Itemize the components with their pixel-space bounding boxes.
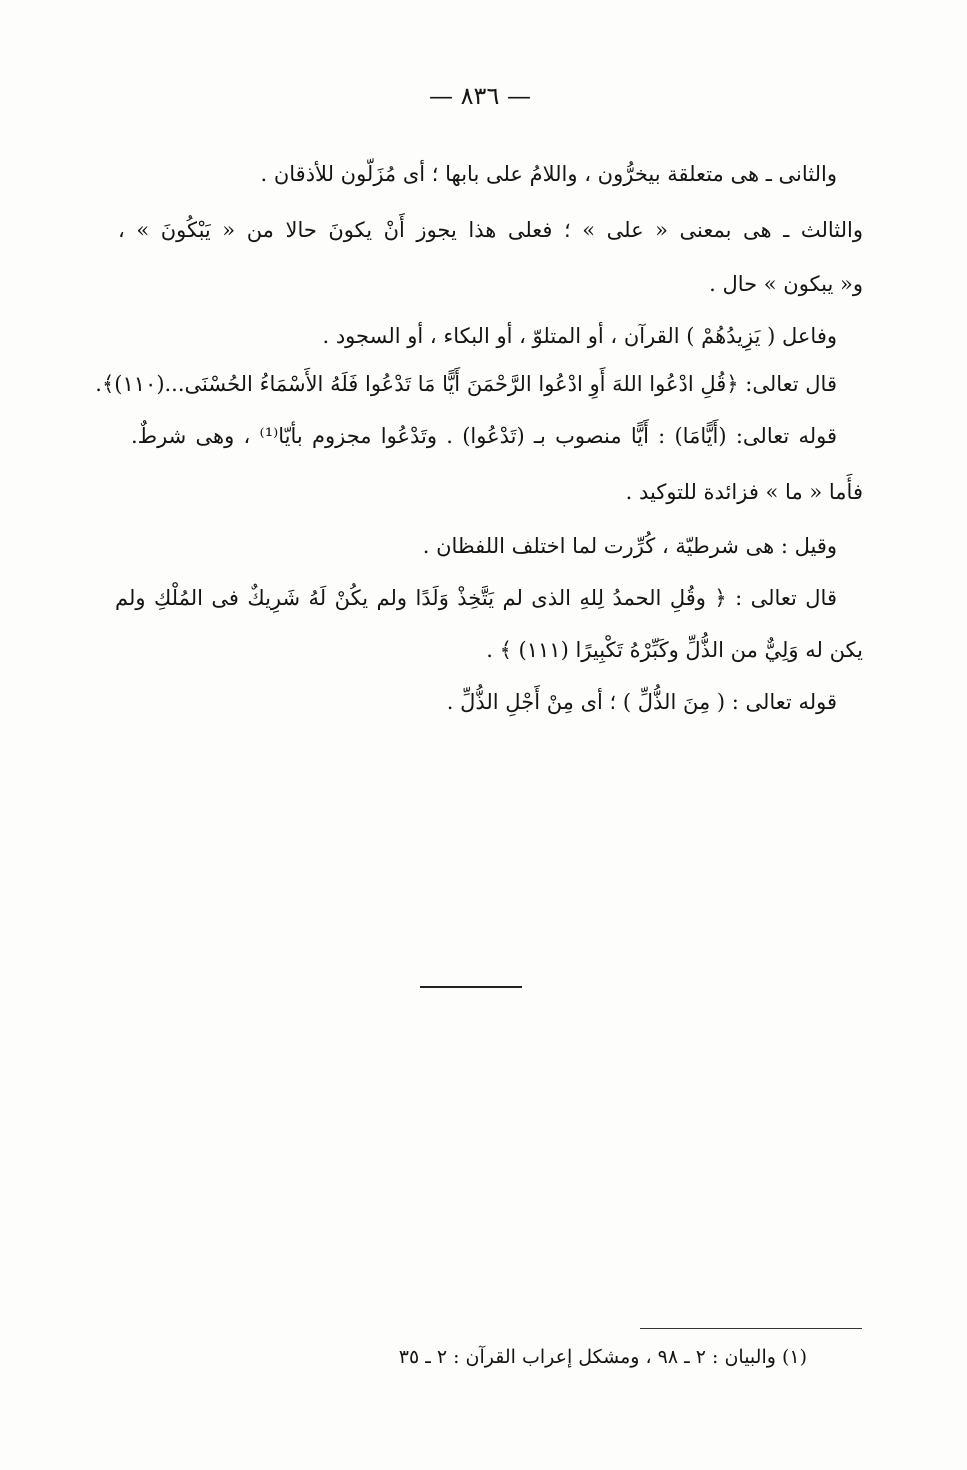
text-line: قوله تعالى : ( مِنَ الذُّلِّ ) ؛ أى مِنْ أَجْلِ الذُّلِّ . xyxy=(446,690,837,714)
footnote: (١) والبيان : ٢ ـ ٩٨ ، ومشكل إعراب القرآن : ٢ ـ ٣٥ xyxy=(398,1346,807,1368)
section-divider xyxy=(420,986,522,988)
text-line: والثالث ـ هى بمعنى « على » ؛ فعلى هذا يجوز أَنْ يكونَ حالا من « يَبْكُونَ » ، xyxy=(118,218,863,242)
main-text xyxy=(92,152,863,714)
page-number: — ٨٣٦ — xyxy=(429,82,531,110)
text-line: قال تعالى : ﴿ وقُلِ الحمدُ لِلهِ الذى لم يَتَّخِذْ وَلَدًا ولم يكُنْ لَهُ شَرِيكٌ فى المُلْكِ ولم xyxy=(115,586,837,610)
text-line: والثانى ـ هى متعلقة بيخرُّون ، واللامُ على بابها ؛ أى مُزَلّون للأذقان . xyxy=(260,162,837,186)
text-line: وفاعل ( يَزِيدُهُمْ ) القرآن ، أو المتلوّ ، أو البكاء ، أو السجود . xyxy=(322,324,837,348)
text-line: يكن له وَلِيٌّ من الذُّلِّ وكَبِّرْهُ تَكْبِيرًا (١١١) ﴾ . xyxy=(486,638,863,662)
text-line: و« يبكون » حال . xyxy=(709,272,863,296)
text-line: قال تعالى: ﴿قُلِ ادْعُوا اللهَ أَوِ ادْعُوا الرَّحْمَنَ أَيًّا مَا تَدْعُوا فَلَهُ الأَسْمَاءُ الحُسْنَى...(١١٠)﴾. xyxy=(95,372,837,396)
text-line: قوله تعالى: (أَيًّامَا) : أَيًّا منصوب بـ (تَدْعُوا) . وتَدْعُوا مجزوم بأيّا⁽¹⁾ ، وهى شرطٌ. xyxy=(131,424,837,448)
text-line: وقيل : هى شرطيّة ، كُرِّرت لما اختلف اللفظان . xyxy=(422,534,837,558)
footnote-divider xyxy=(640,1328,862,1329)
text-line: فأَما « ما » فزائدة للتوكيد . xyxy=(625,480,863,504)
